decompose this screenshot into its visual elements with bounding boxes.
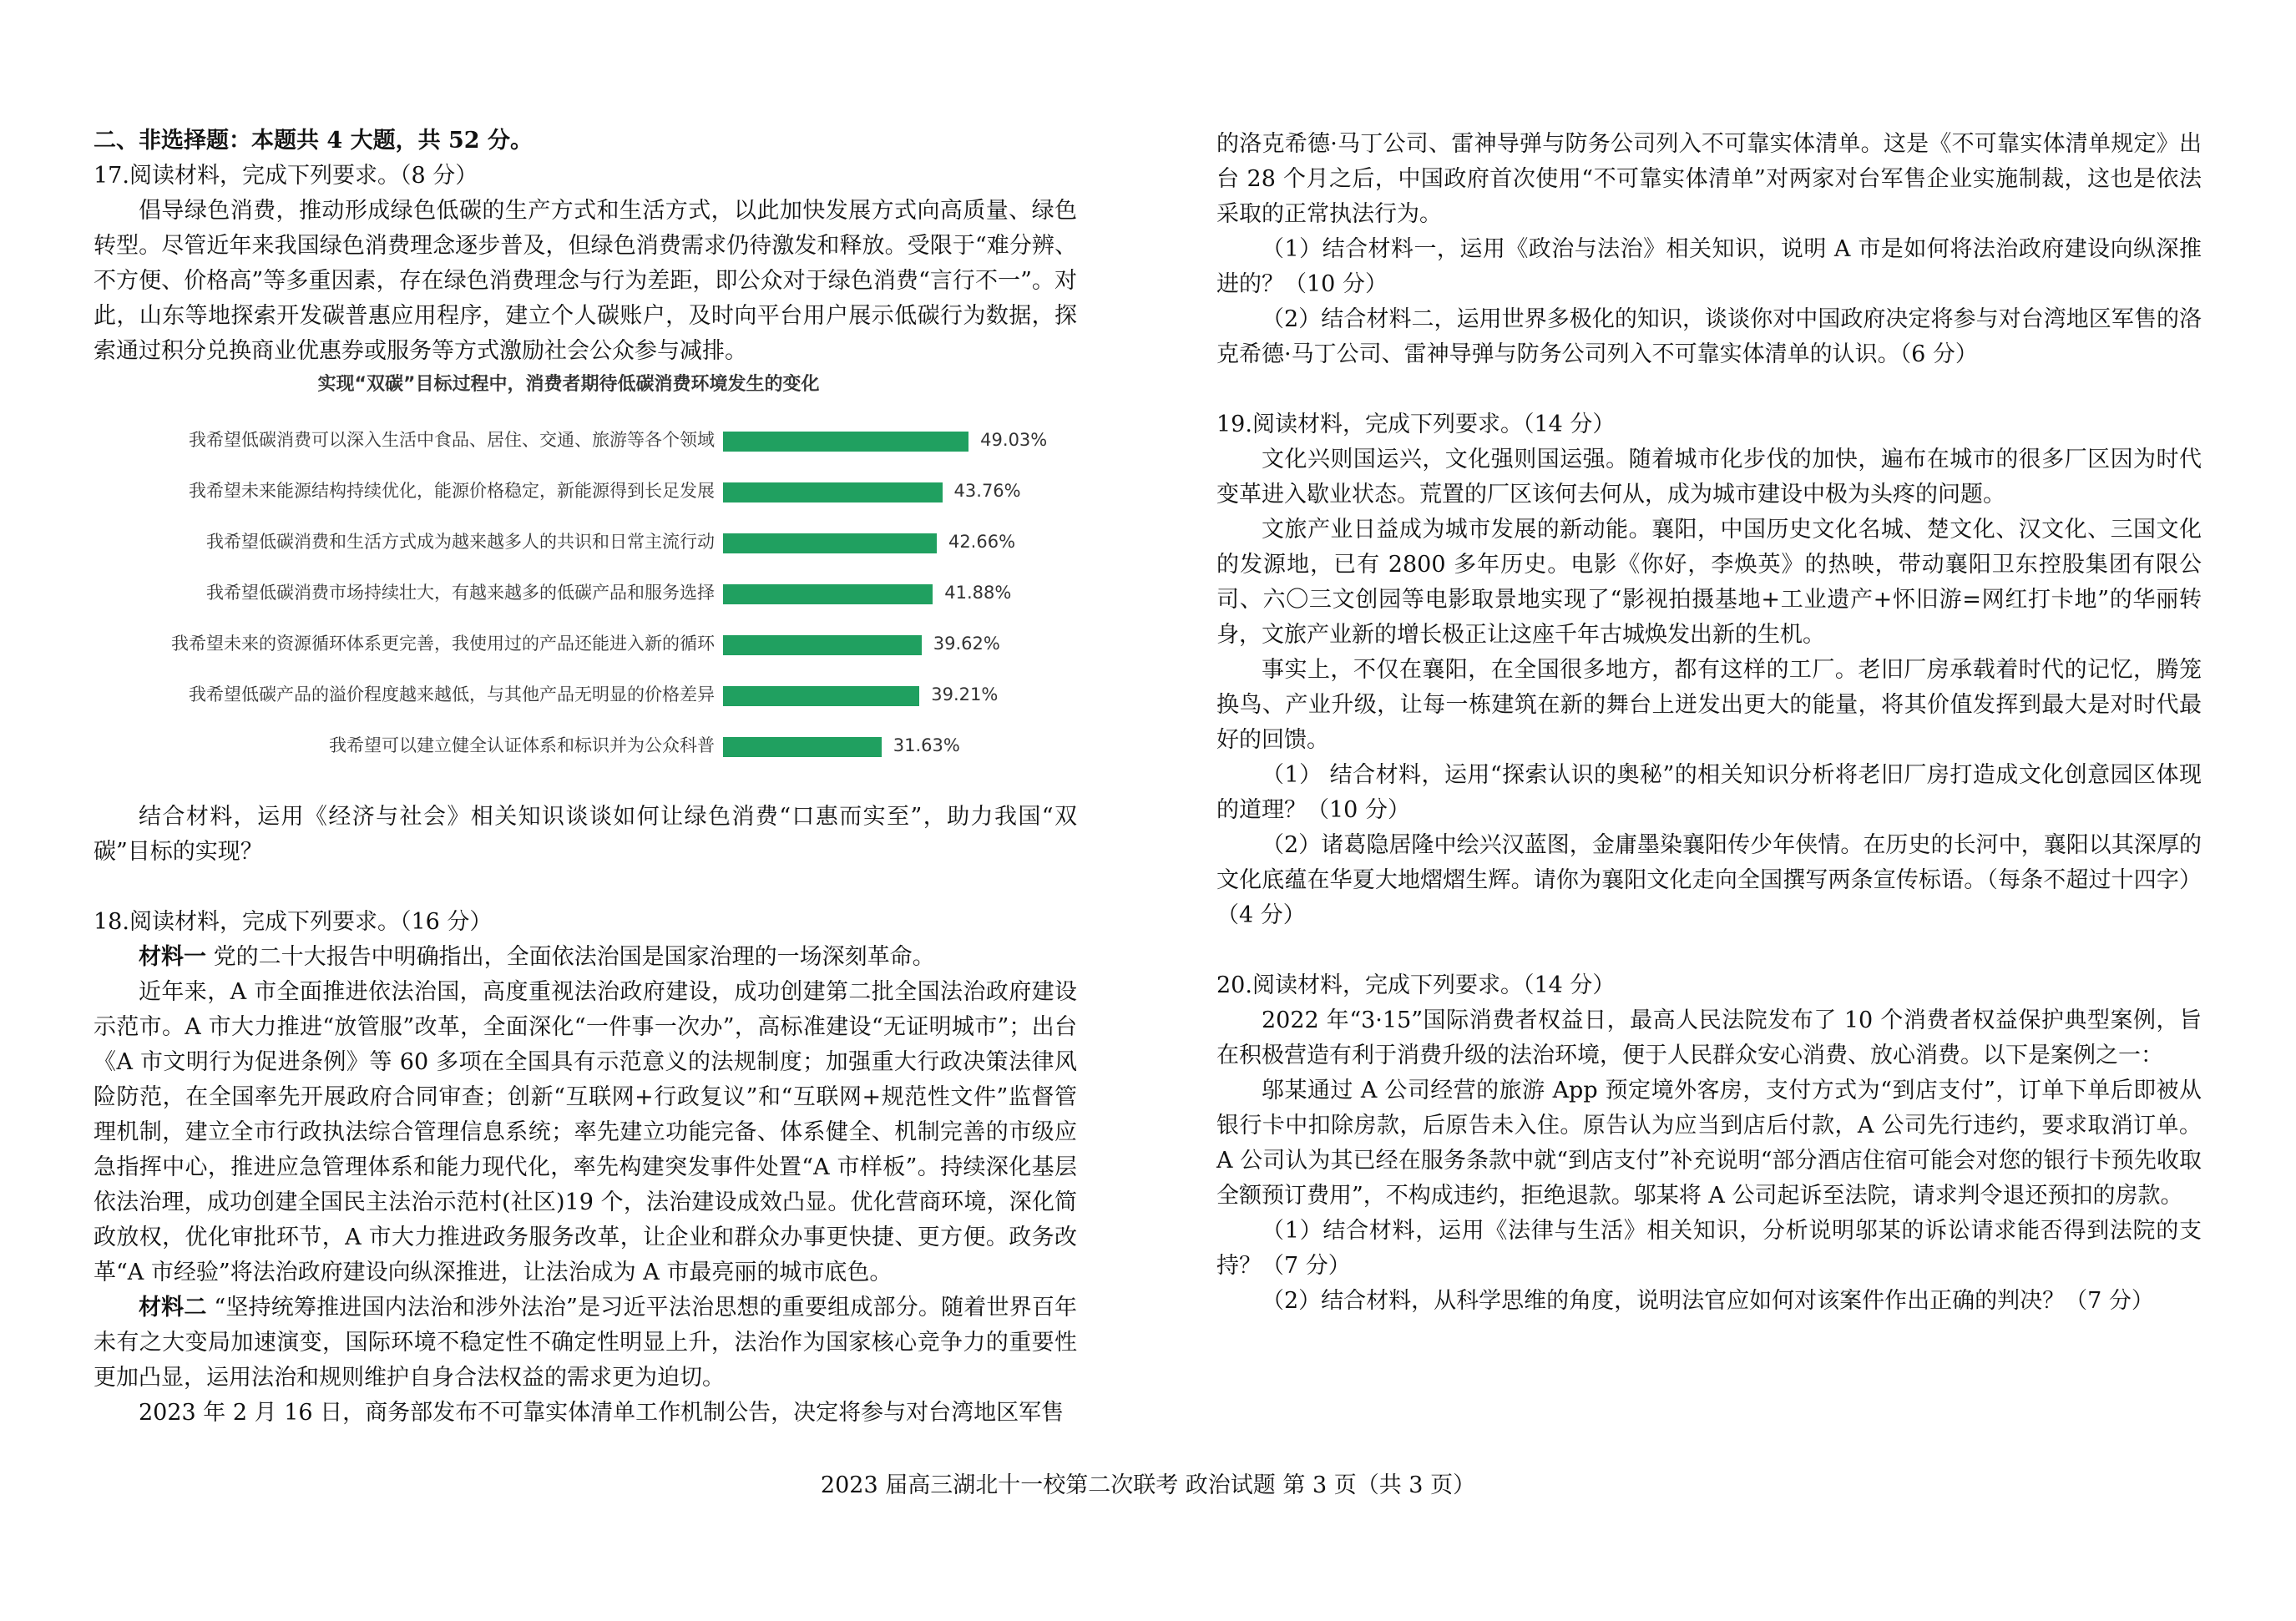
chart-row [97,424,1048,456]
q17-material: 倡导绿色消费，推动形成绿色低碳的生产方式和生活方式，以此加快发展方式向高质量、绿色转型。尽管近年来我国绿色消费理念逐步普及，但绿色消费需求仍待激发和释放。受限于“难分辨、不方便、价格高”等多重因素，存在绿色消费理念与行为差距，即公众对于绿色消费“言行不一”。对此，山东等地探索开发碳普惠应用程序，建立个人碳账户，及时向平台用户展示低碳行为数据，探索通过积分兑换商业优惠券或服务等方式激励社会公众参与减排。 [94,198,1077,364]
q20-heading: 20.阅读材料，完成下列要求。（14 分） [1216,972,1616,998]
chart-bar [723,432,968,452]
q19-paragraph-2: 文旅产业日益成为城市发展的新动能。襄阳，中国历史文化名城、楚文化、汉文化、三国文化的发源地，已有 2800 多年历史。电影《你好，李焕英》的热映，带动襄阳卫东控股集团有限公司、六〇三文创园等电影取景地实现了“影视拍摄基地+工业遗产+怀旧游=网红打卡地”的华丽转身，文旅产业新的增长极正让这座千年古城焕发出新的生机。 [1216,517,2202,648]
chart-bar [723,482,943,502]
chart-category-label: 我希望低碳产品的溢价程度越来越低，与其他产品无明显的价格差异 [189,684,715,704]
q18-material-1-body: 近年来，A 市全面推进依法治国，高度重视法治政府建设，成功创建第二批全国法治政府建设示范市。A 市大力推进“放管服”改革，全面深化“一件事一次办”，高标准建设“无证明城市”；出台《A 市文明行为促进条例》等 60 多项在全国具有示范意义的法规制度；加强重大行政决策法律风险防范，在全国率先开展政府合同审查；创新“互联网+行政复议”和“互联网+规范性文件”监督管理机制，建立全市行政执法综合管理信息系统；率先建立功能完备、体系健全、机制完善的市级应急指挥中心，推进应急管理体系和能力现代化，率先构建突发事件处置“A 市样板”。持续深化基层依法治理，成功创建全国民主法治示范村(社区)19 个，法治建设成效凸显。优化营商环境，深化简政放权，优化审批环节，A 市大力推进政务服务改革，让企业和群众办事更快捷、更方便。政务改革“A 市经验”将法治政府建设向纵深推进，让法治成为 A 市最亮丽的城市底色。 [94,979,1077,1285]
chart-bar [723,584,933,604]
q19-paragraph-3: 事实上，不仅在襄阳，在全国很多地方，都有这样的工厂。老旧厂房承载着时代的记忆，腾笼换鸟、产业升级，让每一栋建筑在新的舞台上迸发出更大的能量，将其价值发挥到最大是对时代最好的回馈。 [1216,657,2202,753]
q19-heading: 19.阅读材料，完成下列要求。（14 分） [1216,412,1616,437]
chart-category-label: 我希望低碳消费可以深入生活中食品、居住、交通、旅游等各个领域 [189,430,715,450]
chart-category-label: 我希望低碳消费市场持续壮大，有越来越多的低碳产品和服务选择 [206,583,715,603]
chart-row [97,628,1040,659]
consumer-expectation-chart [97,372,1048,788]
q18-sub-question-1: （1）结合材料一，运用《政治与法治》相关知识，说明 A 市是如何将法治政府建设向纵深推进的？（10 分） [1216,236,2202,297]
chart-value-label: 42.66% [948,532,1016,552]
q20-sub-question-2: （2）结合材料，从科学思维的角度，说明法官应如何对该案件作出正确的判决？（7 分） [1262,1288,2154,1314]
chart-bar [723,686,919,706]
chart-value-label: 31.63% [893,735,960,755]
chart-value-label: 43.76% [953,481,1021,501]
chart-value-label: 49.03% [980,430,1048,450]
chart-row [97,475,1040,507]
q18-heading: 18.阅读材料，完成下列要求。（16 分） [94,909,493,935]
q19-sub-question-2: （2）诸葛隐居隆中绘兴汉蓝图，金庸墨染襄阳传少年侠情。在历史的长河中，襄阳以其深厚的文化底蕴在华夏大地熠熠生辉。请你为襄阳文化走向全国撰写两条宣传标语。（每条不超过十四字）（4 分） [1216,832,2202,928]
chart-value-label: 39.62% [933,634,1000,654]
chart-bar [723,737,882,757]
material-1-label: 材料一 [139,944,206,970]
page-footer: 2023 届高三湖北十一校第二次联考 政治试题 第 3 页（共 3 页） [820,1472,1476,1498]
q19-paragraph-1: 文化兴则国运兴，文化强则国运强。随着城市化步伐的加快，遍布在城市的很多厂区因为时代变革进入歇业状态。荒置的厂区该何去何从，成为城市建设中极为头疼的问题。 [1216,447,2202,508]
chart-category-label: 我希望未来能源结构持续优化，能源价格稳定，新能源得到长足发展 [189,481,715,501]
chart-bar [723,533,937,553]
material-1-text: 党的二十大报告中明确指出，全面依法治国是国家治理的一场深刻革命。 [213,944,935,970]
chart-row [97,526,1040,558]
q18-material-1-intro [94,940,1077,975]
chart-category-label: 我希望可以建立健全认证体系和标识并为公众科普 [329,735,715,755]
q18-material-2-body: 2023 年 2 月 16 日，商务部发布不可靠实体清单工作机制公告，决定将参与对台湾地区军售 [139,1400,1065,1426]
chart-category-label: 我希望未来的资源循环体系更完善，我使用过的产品还能进入新的循环 [171,634,715,654]
q18-continuation: 的洛克希德·马丁公司、雷神导弹与防务公司列入不可靠实体清单。这是《不可靠实体清单规定》出台 28 个月之后，中国政府首次使用“不可靠实体清单”对两家对台军售企业实施制裁，这也是依法采取的正常执法行为。 [1216,131,2202,227]
chart-bar [723,635,922,655]
material-2-label: 材料二 [139,1295,207,1321]
material-2-text: “坚持统筹推进国内法治和涉外法治”是习近平法治思想的重要组成部分。随着世界百年未有之大变局加速演变，国际环境不稳定性不确定性明显上升，法治作为国家核心竞争力的重要性更加凸显，运用法治和规则维护自身合法权益的需求更为迫切。 [94,1295,1078,1391]
chart-row [97,577,1040,609]
q18-material-2-intro [94,1290,1077,1396]
q19-sub-question-1: （1） 结合材料，运用“探索认识的奥秘”的相关知识分析将老旧厂房打造成文化创意园区体现的道理？（10 分） [1216,762,2202,823]
chart-title: 实现“双碳”目标过程中，消费者期待低碳消费环境发生的变化 [317,374,820,395]
chart-category-label: 我希望低碳消费和生活方式成为越来越多人的共识和日常主流行动 [206,532,715,552]
q20-sub-question-1: （1）结合材料，运用《法律与生活》相关知识，分析说明邬某的诉讼请求能否得到法院的支持？（7 分） [1216,1218,2202,1279]
q20-paragraph-2: 邬某通过 A 公司经营的旅游 App 预定境外客房，支付方式为“到店支付”，订单下单后即被从银行卡中扣除房款，后原告未入住。原告认为应当到店后付款，A 公司先行违约，要求取消订单。A 公司认为其已经在服务条款中就“到店支付”补充说明“部分酒店住宿可能会对您的银行卡预先收取全额预订费用”，不构成违约，拒绝退款。邬某将 A 公司起诉至法院，请求判令退还预扣的房款。 [1216,1078,2202,1209]
chart-row [97,679,1040,710]
section-title: 二、非选择题：本题共 4 大题，共 52 分。 [94,128,533,154]
chart-value-label: 41.88% [944,583,1012,603]
q18-sub-question-2: （2）结合材料二，运用世界多极化的知识，谈谈你对中国政府决定将参与对台湾地区军售的洛克希德·马丁公司、雷神导弹与防务公司列入不可靠实体清单的认识。（6 分） [1216,306,2202,367]
q17-question: 结合材料，运用《经济与社会》相关知识谈谈如何让绿色消费“口惠而实至”，助力我国“双碳”目标的实现？ [94,804,1077,865]
right-column [1216,127,2202,1319]
left-column [94,124,1077,1431]
chart-value-label: 39.21% [931,684,999,704]
chart-row [97,730,1040,761]
q17-heading: 17.阅读材料，完成下列要求。（8 分） [94,163,478,189]
q20-paragraph-1: 2022 年“3·15”国际消费者权益日，最高人民法院发布了 10 个消费者权益保护典型案例，旨在积极营造有利于消费升级的法治环境，便于人民群众安心消费、放心消费。以下是案例之一： [1216,1007,2202,1068]
